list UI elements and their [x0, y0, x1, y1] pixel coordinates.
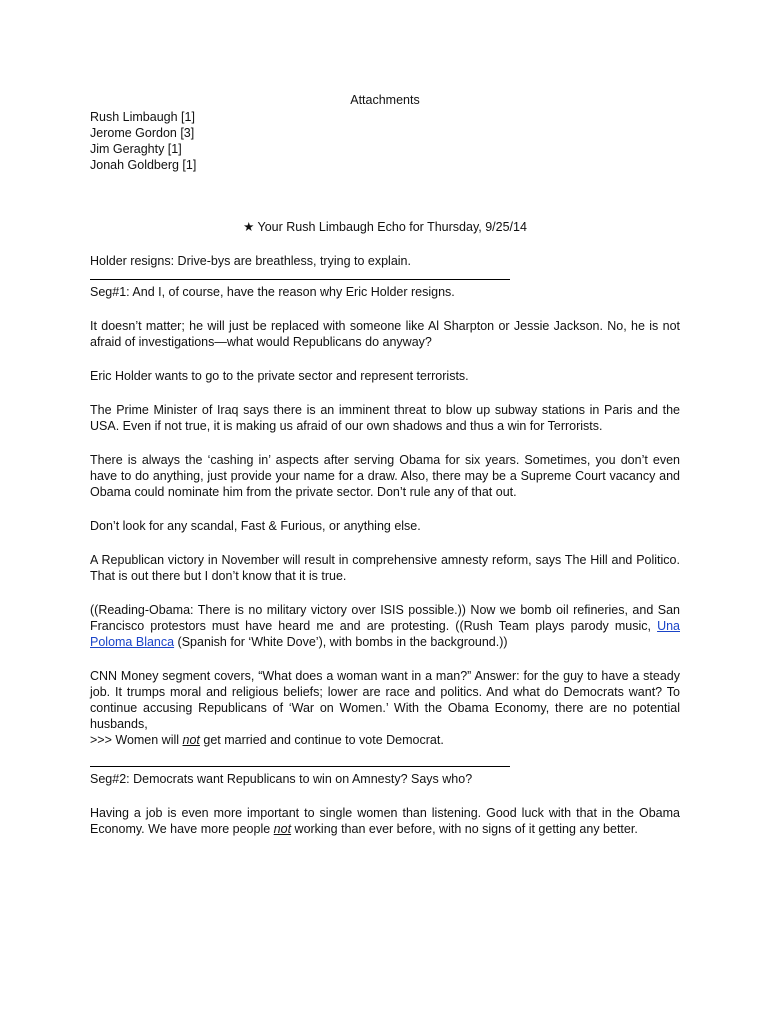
attachment-item: Jerome Gordon [3]: [90, 126, 195, 140]
seg1-paragraph: A Republican victory in November will result in comprehensive amnesty reform, says The Hill and Politico. That is out there but I don’t know that it is true.: [90, 553, 680, 583]
seg1-paragraph-with-link: [90, 602, 680, 650]
seg2-heading: Seg#2: Democrats want Republicans to win on Amnesty? Says who?: [90, 772, 473, 786]
seg1-paragraph: The Prime Minister of Iraq says there is an imminent threat to blow up subway stations in Paris and the USA. Even if not true, it is making us afraid of our own shadows and thus a win for Terrorists.: [90, 403, 680, 433]
star-icon: ★: [243, 219, 255, 234]
paragraph-text: get married and continue to vote Democrat.: [199, 733, 444, 747]
seg1-paragraph: There is always the ‘cashing in’ aspects after serving Obama for six years. Sometimes, you don’t even have to do anything, just provide your name for a draw. Also, there may be a Supreme Court vacancy and Obama could nominate him from the private sector. Don’t rule any of that out.: [90, 453, 680, 499]
seg2-paragraph: [90, 805, 680, 837]
attachment-item: Jonah Goldberg [1]: [90, 158, 197, 172]
seg1-paragraph: Eric Holder wants to go to the private sector and represent terrorists.: [90, 369, 469, 383]
attachments-list: [90, 109, 680, 173]
emphasis-not: not: [182, 733, 200, 747]
echo-title-line: [90, 219, 680, 235]
paragraph-text: (Spanish for ‘White Dove’), with bombs in the background.)): [174, 635, 508, 649]
attachment-item: Rush Limbaugh [1]: [90, 110, 195, 124]
una-poloma-blanca-link[interactable]: Una Poloma Blanca: [90, 619, 680, 649]
attachments-title: Attachments: [350, 93, 420, 107]
emphasis-not: not: [273, 822, 292, 836]
paragraph-text: working than ever before, with no signs of it getting any better.: [291, 822, 638, 836]
echo-title: Your Rush Limbaugh Echo for Thursday, 9/25/14: [257, 220, 527, 234]
seg1-paragraph: Don’t look for any scandal, Fast & Furious, or anything else.: [90, 519, 421, 533]
seg1-conclusion: [90, 732, 680, 748]
attachment-item: Jim Geraghty [1]: [90, 142, 182, 156]
document-page: [90, 92, 680, 855]
paragraph-text: ((Reading-Obama: There is no military victory over ISIS possible.)) Now we bomb oil refineries, and San Francisco protestors must have heard me and are protesting. ((Rush Team plays parody music,: [90, 603, 680, 633]
headline: Holder resigns: Drive-bys are breathless, trying to explain.: [90, 254, 411, 268]
divider-rule: [90, 766, 510, 767]
paragraph-text: >>> Women will: [90, 733, 183, 747]
seg1-heading: Seg#1: And I, of course, have the reason why Eric Holder resigns.: [90, 285, 455, 299]
divider-rule: [90, 279, 510, 280]
seg1-paragraph: It doesn’t matter; he will just be replaced with someone like Al Sharpton or Jessie Jackson. No, he is not afraid of investigations—what would Republicans do anyway?: [90, 319, 680, 349]
seg1-paragraph: CNN Money segment covers, “What does a woman want in a man?” Answer: for the guy to have a steady job. It trumps moral and religious beliefs; lower are race and politics. And what do Democrats want? To continue accusing Republicans of ‘War on Women.’ With the Obama Economy, there are no potential husbands,: [90, 669, 680, 731]
paragraph-text: Having a job is even more important to single women than listening. Good luck with that in the Obama Economy. We have more people: [90, 806, 680, 836]
